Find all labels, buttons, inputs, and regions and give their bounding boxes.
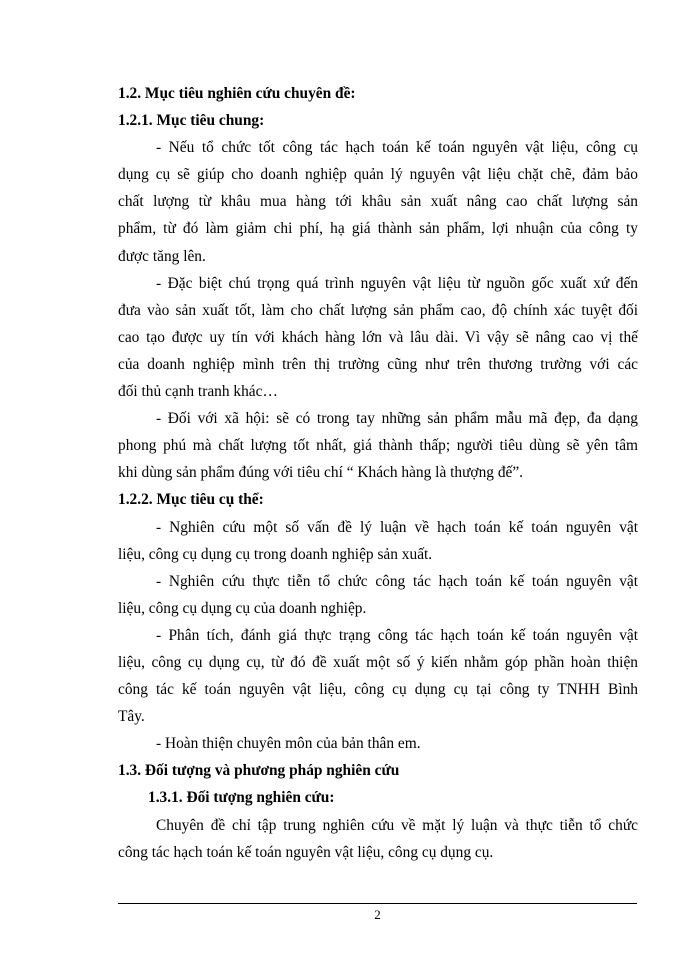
paragraph-line: được tăng lên. bbox=[118, 247, 206, 265]
paragraph-line: công tác kế toán nguyên vật liệu, công cụ dụng cụ tại công ty TNHH Bình bbox=[118, 681, 638, 699]
section-heading-1-3: 1.3. Đối tượng và phương pháp nghiên cứu bbox=[118, 762, 400, 780]
paragraph-line: - Nghiên cứu thực tiễn tổ chức công tác hạch toán kế toán nguyên vật bbox=[156, 572, 638, 590]
paragraph bbox=[118, 622, 638, 730]
page-number: 2 bbox=[374, 907, 381, 922]
paragraph-line: - Đặc biệt chú trọng quá trình nguyên vật liệu từ nguồn gốc xuất xứ đến bbox=[156, 274, 638, 292]
paragraph-line: cao tạo được uy tín với khách hàng lớn và lâu dài. Vì vậy sẽ nâng cao vị thế bbox=[118, 328, 638, 346]
footer-divider bbox=[118, 903, 637, 904]
paragraph-line: dụng cụ sẽ giúp cho doanh nghiệp quản lý nguyên vật liệu chặt chẽ, đảm bảo bbox=[118, 166, 638, 184]
section-heading-1-3-1: 1.3.1. Đối tượng nghiên cứu: bbox=[148, 789, 335, 807]
paragraph-line: phẩm, từ đó làm giảm chi phí, hạ giá thành sản phẩm, lợi nhuận của công ty bbox=[118, 220, 638, 238]
paragraph bbox=[118, 730, 638, 757]
paragraph-line: đưa vào sản xuất tốt, làm cho chất lượng sản phẩm cao, độ chính xác tuyệt đối bbox=[118, 301, 638, 319]
paragraph-line: - Hoàn thiện chuyên môn của bản thân em. bbox=[156, 735, 421, 753]
document-page bbox=[118, 80, 638, 866]
paragraph-line: liệu, công cụ dụng cụ, từ đó đề xuất một số ý kiến nhằm góp phần hoàn thiện bbox=[118, 653, 638, 671]
paragraph-line: - Đối với xã hội: sẽ có trong tay những sản phẩm mẫu mã đẹp, đa dạng bbox=[156, 410, 638, 428]
paragraph-line: công tác hạch toán kế toán nguyên vật liệu, công cụ dụng cụ. bbox=[118, 843, 494, 861]
paragraph bbox=[118, 405, 638, 486]
paragraph-line: liệu, công cụ dụng cụ trong doanh nghiệp sản xuất. bbox=[118, 545, 433, 563]
paragraph bbox=[118, 134, 638, 269]
paragraph-line: Tây. bbox=[118, 708, 145, 726]
paragraph-line: đối thủ cạnh tranh khác… bbox=[118, 383, 278, 401]
paragraph bbox=[118, 812, 638, 866]
section-heading-1-2: 1.2. Mục tiêu nghiên cứu chuyên đề: bbox=[118, 85, 356, 102]
paragraph-line: - Phân tích, đánh giá thực trạng công tác hạch toán kế toán nguyên vật bbox=[156, 626, 638, 644]
paragraph-line: - Nghiên cứu một số vấn đề lý luận về hạch toán kế toán nguyên vật bbox=[156, 518, 638, 536]
paragraph bbox=[118, 568, 638, 622]
paragraph-line: Chuyên đề chỉ tập trung nghiên cứu về mặt lý luận và thực tiễn tổ chức bbox=[156, 816, 638, 834]
section-heading-1-2-2: 1.2.2. Mục tiêu cụ thể: bbox=[118, 491, 264, 509]
paragraph-line: của doanh nghiệp mình trên thị trường cũng như trên thương trường với các bbox=[118, 355, 638, 373]
paragraph-line: - Nếu tổ chức tốt công tác hạch toán kế toán nguyên vật liệu, công cụ bbox=[156, 139, 638, 157]
section-heading-1-2-1: 1.2.1. Mục tiêu chung: bbox=[118, 112, 265, 130]
paragraph bbox=[118, 270, 638, 405]
paragraph-line: liệu, công cụ dụng cụ của doanh nghiệp. bbox=[118, 599, 367, 617]
paragraph-line: khi dùng sản phẩm đúng với tiêu chí “ Khách hàng là thượng đế”. bbox=[118, 464, 524, 482]
paragraph bbox=[118, 514, 638, 568]
paragraph-line: chất lượng từ khâu mua hàng tới khâu sản xuất nâng cao chất lượng sản bbox=[118, 193, 638, 211]
paragraph-line: phong phú mà chất lượng tốt nhất, giá thành thấp; người tiêu dùng sẽ yên tâm bbox=[118, 437, 638, 455]
